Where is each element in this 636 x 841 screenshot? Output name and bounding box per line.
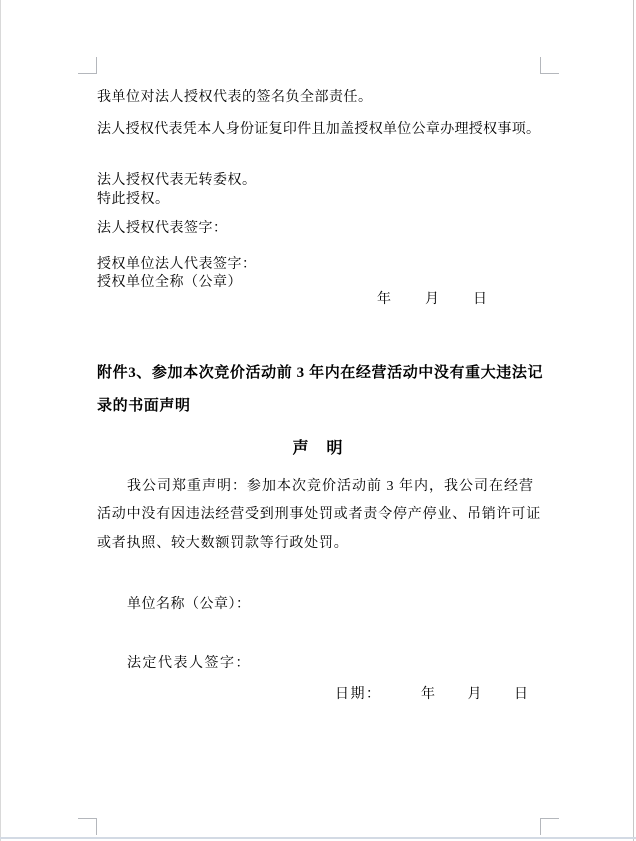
declaration-body-line2: 活动中没有因违法经营受到刑事处罚或者责令停产停业、吊销许可证 [97, 507, 541, 522]
attachment-title-line2: 录的书面声明 [97, 398, 191, 414]
crop-mark-top-left [78, 57, 97, 74]
declaration-date-line: 日期： 年 月 日 [335, 687, 530, 702]
no-delegation-statement: 法人授权代表无转委权。 [97, 173, 257, 188]
authorization-date-line: 年 月 日 [377, 292, 489, 307]
responsibility-statement: 我单位对法人授权代表的签名负全部责任。 [97, 90, 373, 105]
crop-mark-bottom-right [540, 818, 559, 835]
declaration-unit-name-label: 单位名称（公章）： [127, 597, 251, 612]
declaration-body-line1: 我公司郑重声明：参加本次竞价活动前 3 年内，我公司在经营 [127, 479, 534, 494]
declaration-body-line3: 或者执照、较大数额罚款等行政处罚。 [97, 536, 349, 551]
page-bottom-edge [0, 837, 636, 839]
page-right-edge [633, 0, 634, 841]
id-copy-statement: 法人授权代表凭本人身份证复印件且加盖授权单位公章办理授权事项。 [97, 122, 541, 137]
rep-signature-label: 法人授权代表签字： [97, 221, 228, 236]
crop-mark-top-right [540, 57, 559, 74]
page-left-edge [0, 0, 1, 841]
crop-mark-bottom-left [78, 818, 97, 835]
declaration-legal-rep-signature-label: 法定代表人签字： [127, 656, 251, 671]
hereby-authorize-statement: 特此授权。 [97, 192, 170, 207]
attachment-title-line1: 附件3、参加本次竞价活动前 3 年内在经营活动中没有重大违法记 [97, 365, 544, 381]
unit-full-name-label: 授权单位全称（公章） [97, 275, 242, 290]
legal-rep-signature-label: 授权单位法人代表签字： [97, 257, 257, 272]
declaration-heading: 声 明 [292, 440, 344, 457]
